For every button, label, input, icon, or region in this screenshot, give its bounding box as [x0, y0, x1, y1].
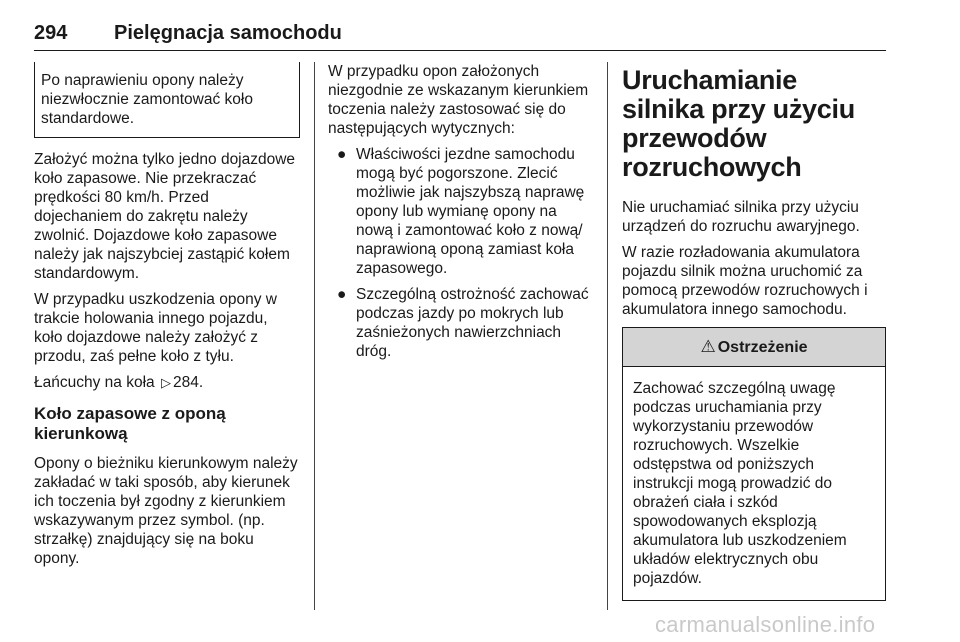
jump-start-heading: Uruchamianie silnika przy użyciu przewodów rozruchowych: [622, 65, 855, 182]
note-box: [34, 62, 300, 138]
warning-text: Zachować szczególną uwagę podczas uruchamiania przy wykorzystaniu przewodów rozruchowych. Wszelkie odstępstwa od poniższych instrukcji mogą prowadzić do obrażeń ciała i szkód spowodowanych eksplozją akumulatora lub uszkodzeniem układów elektrycznych obu pojazdów.: [633, 380, 847, 587]
watermark: carmanualsonline.info: [655, 612, 876, 637]
column-middle: [328, 62, 594, 368]
list-item: [328, 285, 594, 361]
page-number: 294: [34, 22, 68, 44]
directional-tyre-paragraph: Opony o bieżniku kierunkowym należy zakładać w taki sposób, aby kierunek ich toczenia był zgodny z kierunkiem wskazywanym przez symbol. (np. strzałkę) znajdujący się na boku opony.: [34, 455, 298, 567]
snow-chains-page-ref[interactable]: 284.: [172, 374, 204, 391]
column-left: [34, 62, 300, 575]
guidelines-list: [328, 145, 594, 361]
jump-start-paragraph-1: Nie uruchamiać silnika przy użyciu urządzeń do rozruchu awaryjnego.: [622, 199, 860, 235]
bullet-icon: ●: [337, 146, 347, 163]
column-divider-left: [314, 62, 315, 610]
list-item-text: Właściwości jezdne samochodu mogą być pogorszone. Zlecić możliwie jak najszybszą naprawę opony lub wymianę opony na nową i zamontować koło z nową/ naprawioną oponą zamiast koła zapasowego.: [356, 146, 585, 277]
towing-paragraph: W przypadku uszkodzenia opony w trakcie holowania innego pojazdu, koło dojazdowe należy założyć z przodu, zaś pełne koło z tyłu.: [34, 291, 277, 365]
reference-arrow-icon: ▷: [160, 375, 171, 390]
chapter-title: Pielęgnacja samochodu: [114, 22, 342, 44]
spare-wheel-paragraph: Założyć można tylko jedno dojazdowe koło zapasowe. Nie przekraczać prędkości 80 km/h. Przed dojechaniem do zakrętu należy zwolnić. Dojazdowe koło zapasowe należy jak najszybciej zastąpić kołem standardowym.: [34, 151, 296, 282]
warning-triangle-icon: ⚠: [700, 337, 716, 356]
jump-start-paragraph-2: W razie rozładowania akumulatora pojazdu silnik można uruchomić za pomocą przewodów rozruchowych i akumulatora innego samochodu.: [622, 244, 868, 318]
warning-body: [623, 367, 885, 600]
wrong-direction-intro: W przypadku opon założonych niezgodnie ze wskazanym kierunkiem toczenia należy zastosować się do następujących wytycznych:: [328, 63, 589, 137]
directional-spare-heading: Koło zapasowe z oponą kierunkową: [34, 404, 226, 443]
warning-box: [622, 327, 886, 601]
snow-chains-paragraph: [34, 373, 300, 392]
bullet-icon: ●: [337, 286, 347, 303]
column-right: [622, 62, 886, 601]
snow-chains-text: Łańcuchy na koła: [34, 374, 155, 391]
list-item: [328, 145, 594, 278]
warning-title: Ostrzeżenie: [717, 339, 808, 356]
column-divider-right: [607, 62, 608, 610]
note-text: Po naprawieniu opony należy niezwłocznie zamontować koło standardowe.: [41, 72, 253, 127]
page-header: [34, 10, 886, 51]
list-item-text: Szczególną ostrożność zachować podczas jazdy po mokrych lub zaśnieżonych nawierzchniach dróg.: [356, 286, 589, 360]
warning-header: [623, 328, 885, 367]
